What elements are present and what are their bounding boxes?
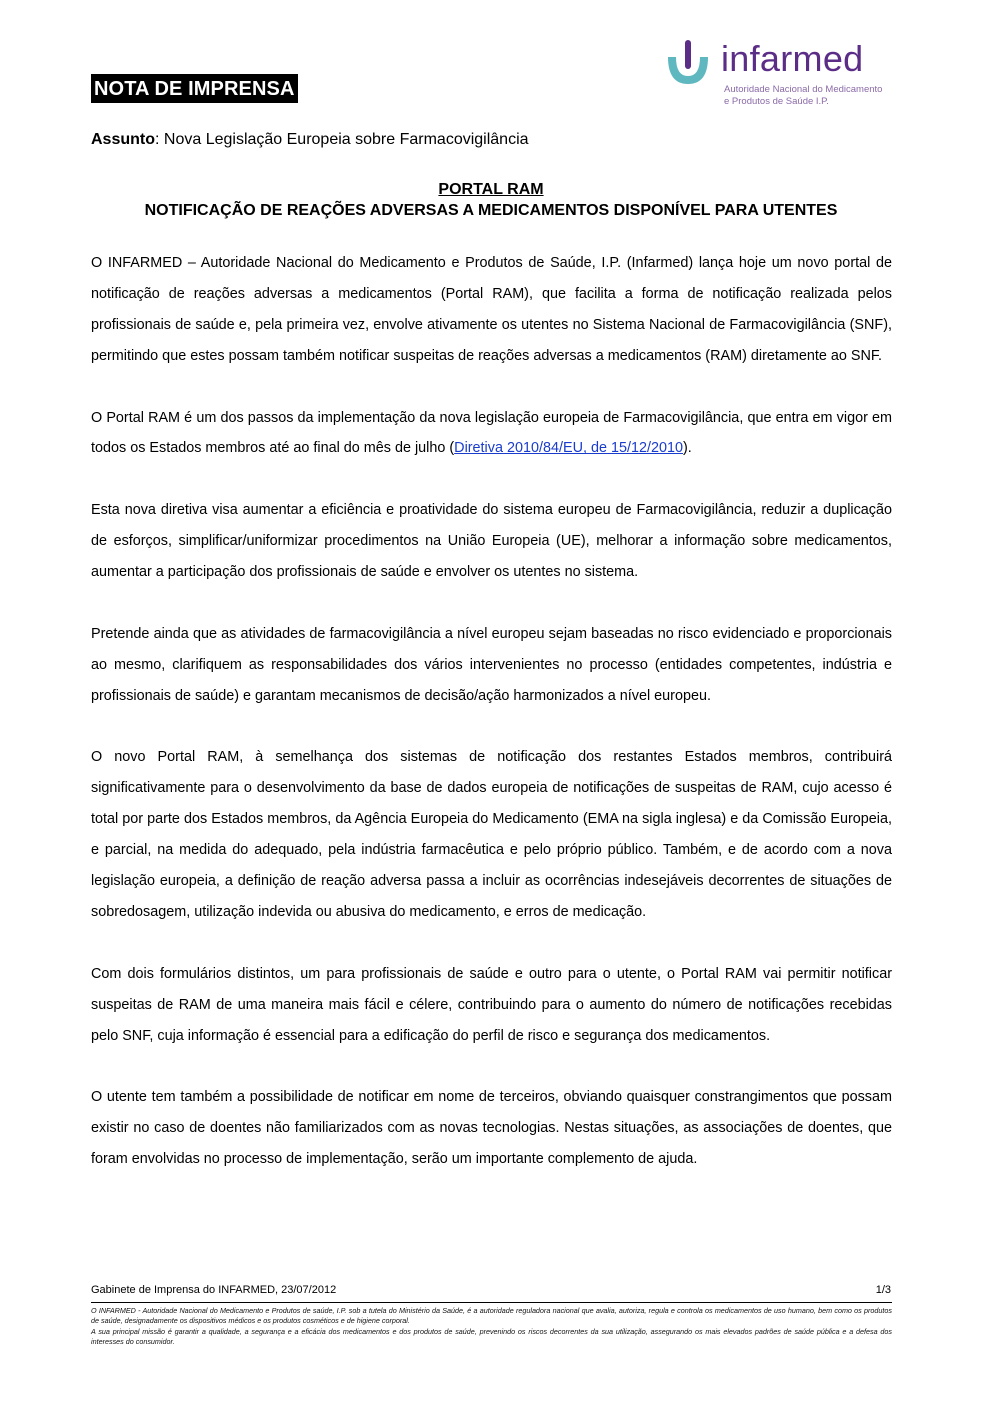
footer-divider (91, 1302, 892, 1303)
paragraph-2 (91, 403, 892, 465)
logo-subtitle (724, 84, 882, 108)
footer (91, 1283, 891, 1297)
headline-title: PORTAL RAM (438, 181, 544, 198)
paragraph-4: Pretende ainda que as atividades de farmacovigilância a nível europeu sejam baseadas no risco evidenciado e proporcionais ao mesmo, clarifiquem as responsabilidades dos vários intervenientes no processo (entidades competentes, indústria e profissionais de saúde) e garantam mecanismos de decisão/ação harmonizados a nível europeu. (91, 625, 892, 704)
footer-disclaimer (91, 1306, 892, 1347)
headline-subtitle: NOTIFICAÇÃO DE REAÇÕES ADVERSAS A MEDICAMENTOS DISPONÍVEL PARA UTENTES (144, 202, 838, 219)
paragraph-1: O INFARMED – Autoridade Nacional do Medicamento e Produtos de Saúde, I.P. (Infarmed) lança hoje um novo portal de notificação de reações adversas a medicamentos (Portal RAM), que facilita a forma de notificação realizada pelos profissionais de saúde e, pela primeira vez, envolve ativamente os utentes no Sistema Nacional de Farmacovigilância (SNF), permitindo que estes possam também notificar suspeitas de reações adversas a medicamentos (RAM) diretamente ao SNF. (91, 255, 892, 364)
paragraph-6: Com dois formulários distintos, um para profissionais de saúde e outro para o utente, o Portal RAM vai permitir notificar suspeitas de RAM de uma maneira mais fácil e célere, contribuindo para o aumento do número de notificações recebidas pelo SNF, cuja informação é essencial para a edificação do perfil de risco e segurança dos medicamentos. (91, 965, 892, 1044)
subject-text: : Nova Legislação Europeia sobre Farmacovigilância (155, 131, 529, 148)
disclaimer-line-1: O INFARMED - Autoridade Nacional do Medicamento e Produtos de saúde, I.P. sob a tutela do Ministério da Saúde, é a autoridade reguladora nacional que avalia, autoriza, regula e controla os medicamentos de uso humano, bem como os produtos de saúde, designadamente os dispositivos médicos e os produtos cosméticos e de higiene corporal. (91, 1306, 892, 1326)
subject-line (91, 130, 529, 150)
page-number: 1/3 (875, 1284, 891, 1296)
logo-wordmark: infarmed (721, 38, 864, 79)
infarmed-logo (664, 40, 894, 115)
press-release-badge: NOTA DE IMPRENSA (91, 74, 298, 103)
directive-link[interactable]: Diretiva 2010/84/EU, de 15/12/2010 (454, 440, 683, 457)
article-body (91, 248, 892, 1175)
paragraph-3: Esta nova diretiva visa aumentar a eficiência e proatividade do sistema europeu de Farmacovigilância, reduzir a duplicação de esforços, simplificar/uniformizar procedimentos na União Europeia (UE), melhorar a informação sobre medicamentos, aumentar a participação dos profissionais de saúde e envolver os utentes no sistema. (91, 502, 892, 581)
logo-subtitle-line1: Autoridade Nacional do Medicamento (724, 84, 883, 95)
paragraph-5: O novo Portal RAM, à semelhança dos sistemas de notificação dos restantes Estados membros, contribuirá significativamente para o desenvolvimento da base de dados europeia de notificações de suspeitas de RAM, cujo acesso é total por parte dos Estados membros, da Agência Europeia do Medicamento (EMA na sigla inglesa) e da Comissão Europeia, e parcial, na medida do adequado, pela indústria farmacêutica e pelo próprio público. Também, e de acordo com a nova legislação europeia, a definição de reação adversa passa a incluir as ocorrências indesejáveis decorrentes de situações de sobredosagem, utilização indevida ou abusiva do medicamento, e erros de medicação. (91, 749, 892, 920)
subject-label: Assunto (91, 131, 155, 148)
paragraph-2-end: ). (682, 440, 692, 457)
paragraph-7: O utente tem também a possibilidade de notificar em nome de terceiros, obviando quaisquer constrangimentos que possam existir no caso de doentes não familiarizados com as novas tecnologias. Nestas situações, as associações de doentes, que foram envolvidas no processo de implementação, serão um importante complemento de ajuda. (91, 1089, 892, 1168)
logo-subtitle-line2: e Produtos de Saúde I.P. (724, 96, 829, 107)
infarmed-logo-mark-icon (664, 40, 724, 90)
headline (91, 180, 891, 222)
footer-office-date: Gabinete de Imprensa do INFARMED, 23/07/2012 (91, 1284, 337, 1296)
disclaimer-line-2: A sua principal missão é garantir a qualidade, a segurança e a eficácia dos medicamentos e dos produtos de saúde, prevenindo os riscos decorrentes da sua utilização, assegurando os mais elevados padrões de saúde pública e a defesa dos interesses do consumidor. (91, 1326, 892, 1346)
paragraph-2-text: O Portal RAM é um dos passos da implementação da nova legislação europeia de Farmacovigilância, que entra em vigor em todos os Estados membros até ao final do mês de julho ( (91, 409, 892, 457)
